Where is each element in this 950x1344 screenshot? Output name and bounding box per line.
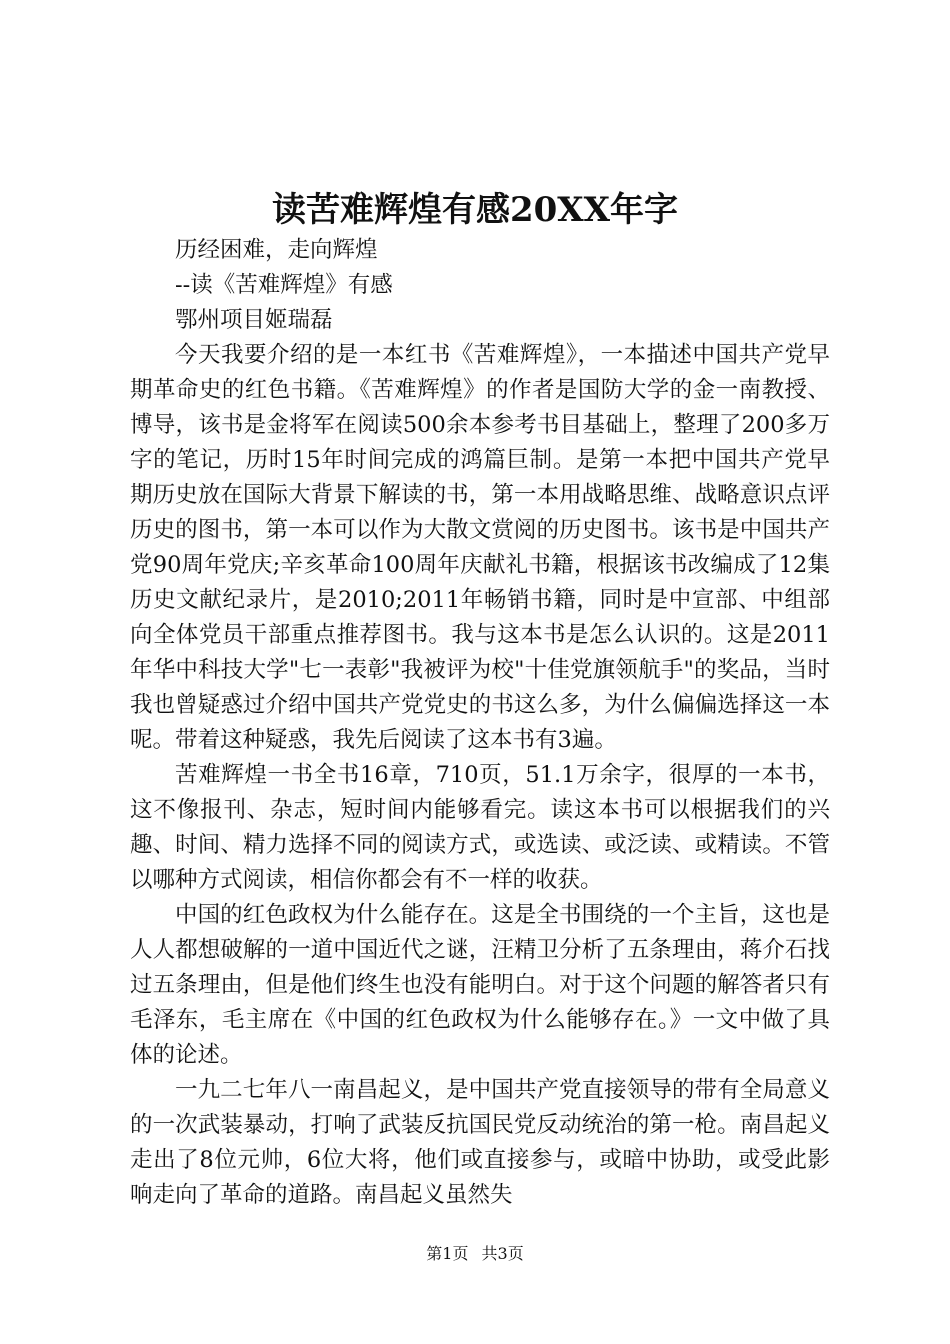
document-title: 读苦难辉煌有感20XX年字 xyxy=(271,190,679,230)
body-paragraph: 一九二七年八一南昌起义，是中国共产党直接领导的带有全局意义的一次武装暴动，打响了武装反抗国民党反动统治的第一枪。南昌起义走出了8位元帅，6位大将，他们或直接参与，或暗中协助，或受此影响走向了革命的道路。南昌起义虽然失 xyxy=(130,1077,830,1208)
document-body xyxy=(130,233,830,1213)
body-paragraph: 苦难辉煌一书全书16章，710页，51.1万余字，很厚的一本书，这不像报刊、杂志，短时间内能够看完。读这本书可以根据我们的兴趣、时间、精力选择不同的阅读方式，或选读、或泛读、或精读。不管以哪种方式阅读，相信你都会有不一样的收获。 xyxy=(130,762,830,893)
body-paragraph: 中国的红色政权为什么能存在。这是全书围绕的一个主旨，这也是人人都想破解的一道中国近代之谜，汪精卫分析了五条理由，蒋介石找过五条理由，但是他们终生也没有能明白。对于这个问题的解答者只有毛泽东，毛主席在《中国的红色政权为什么能够存在。》一文中做了具体的论述。 xyxy=(130,902,830,1068)
body-paragraph: 今天我要介绍的是一本红书《苦难辉煌》，一本描述中国共产党早期革命史的红色书籍。《苦难辉煌》的作者是国防大学的金一南教授、博导，该书是金将军在阅读500余本参考书目基础上，整理了200多万字的笔记，历时15年时间完成的鸿篇巨制。是第一本把中国共产党早期历史放在国际大背景下解读的书，第一本用战略思维、战略意识点评历史的图书，第一本可以作为大散文赏阅的历史图书。该书是中国共产党90周年党庆;辛亥革命100周年庆献礼书籍，根据该书改编成了12集历史文献纪录片，是2010;2011年畅销书籍，同时是中宣部、中组部向全体党员干部重点推荐图书。我与这本书是怎么认识的。这是2011年华中科技大学"七一表彰"我被评为校"十佳党旗领航手"的奖品，当时我也曾疑惑过介绍中国共产党党史的书这么多，为什么偏偏选择这一本呢。带着这种疑惑，我先后阅读了这本书有3遍。 xyxy=(130,342,830,753)
page-total: 共3页 xyxy=(481,1244,524,1263)
page-number: 第1页 xyxy=(426,1244,469,1263)
intro-line-subtitle: 历经困难，走向辉煌 xyxy=(175,237,378,263)
intro-line-reading-note: --读《苦难辉煌》有感 xyxy=(175,272,393,298)
intro-line-author: 鄂州项目姬瑞磊 xyxy=(175,307,333,333)
page-footer xyxy=(0,1243,950,1265)
